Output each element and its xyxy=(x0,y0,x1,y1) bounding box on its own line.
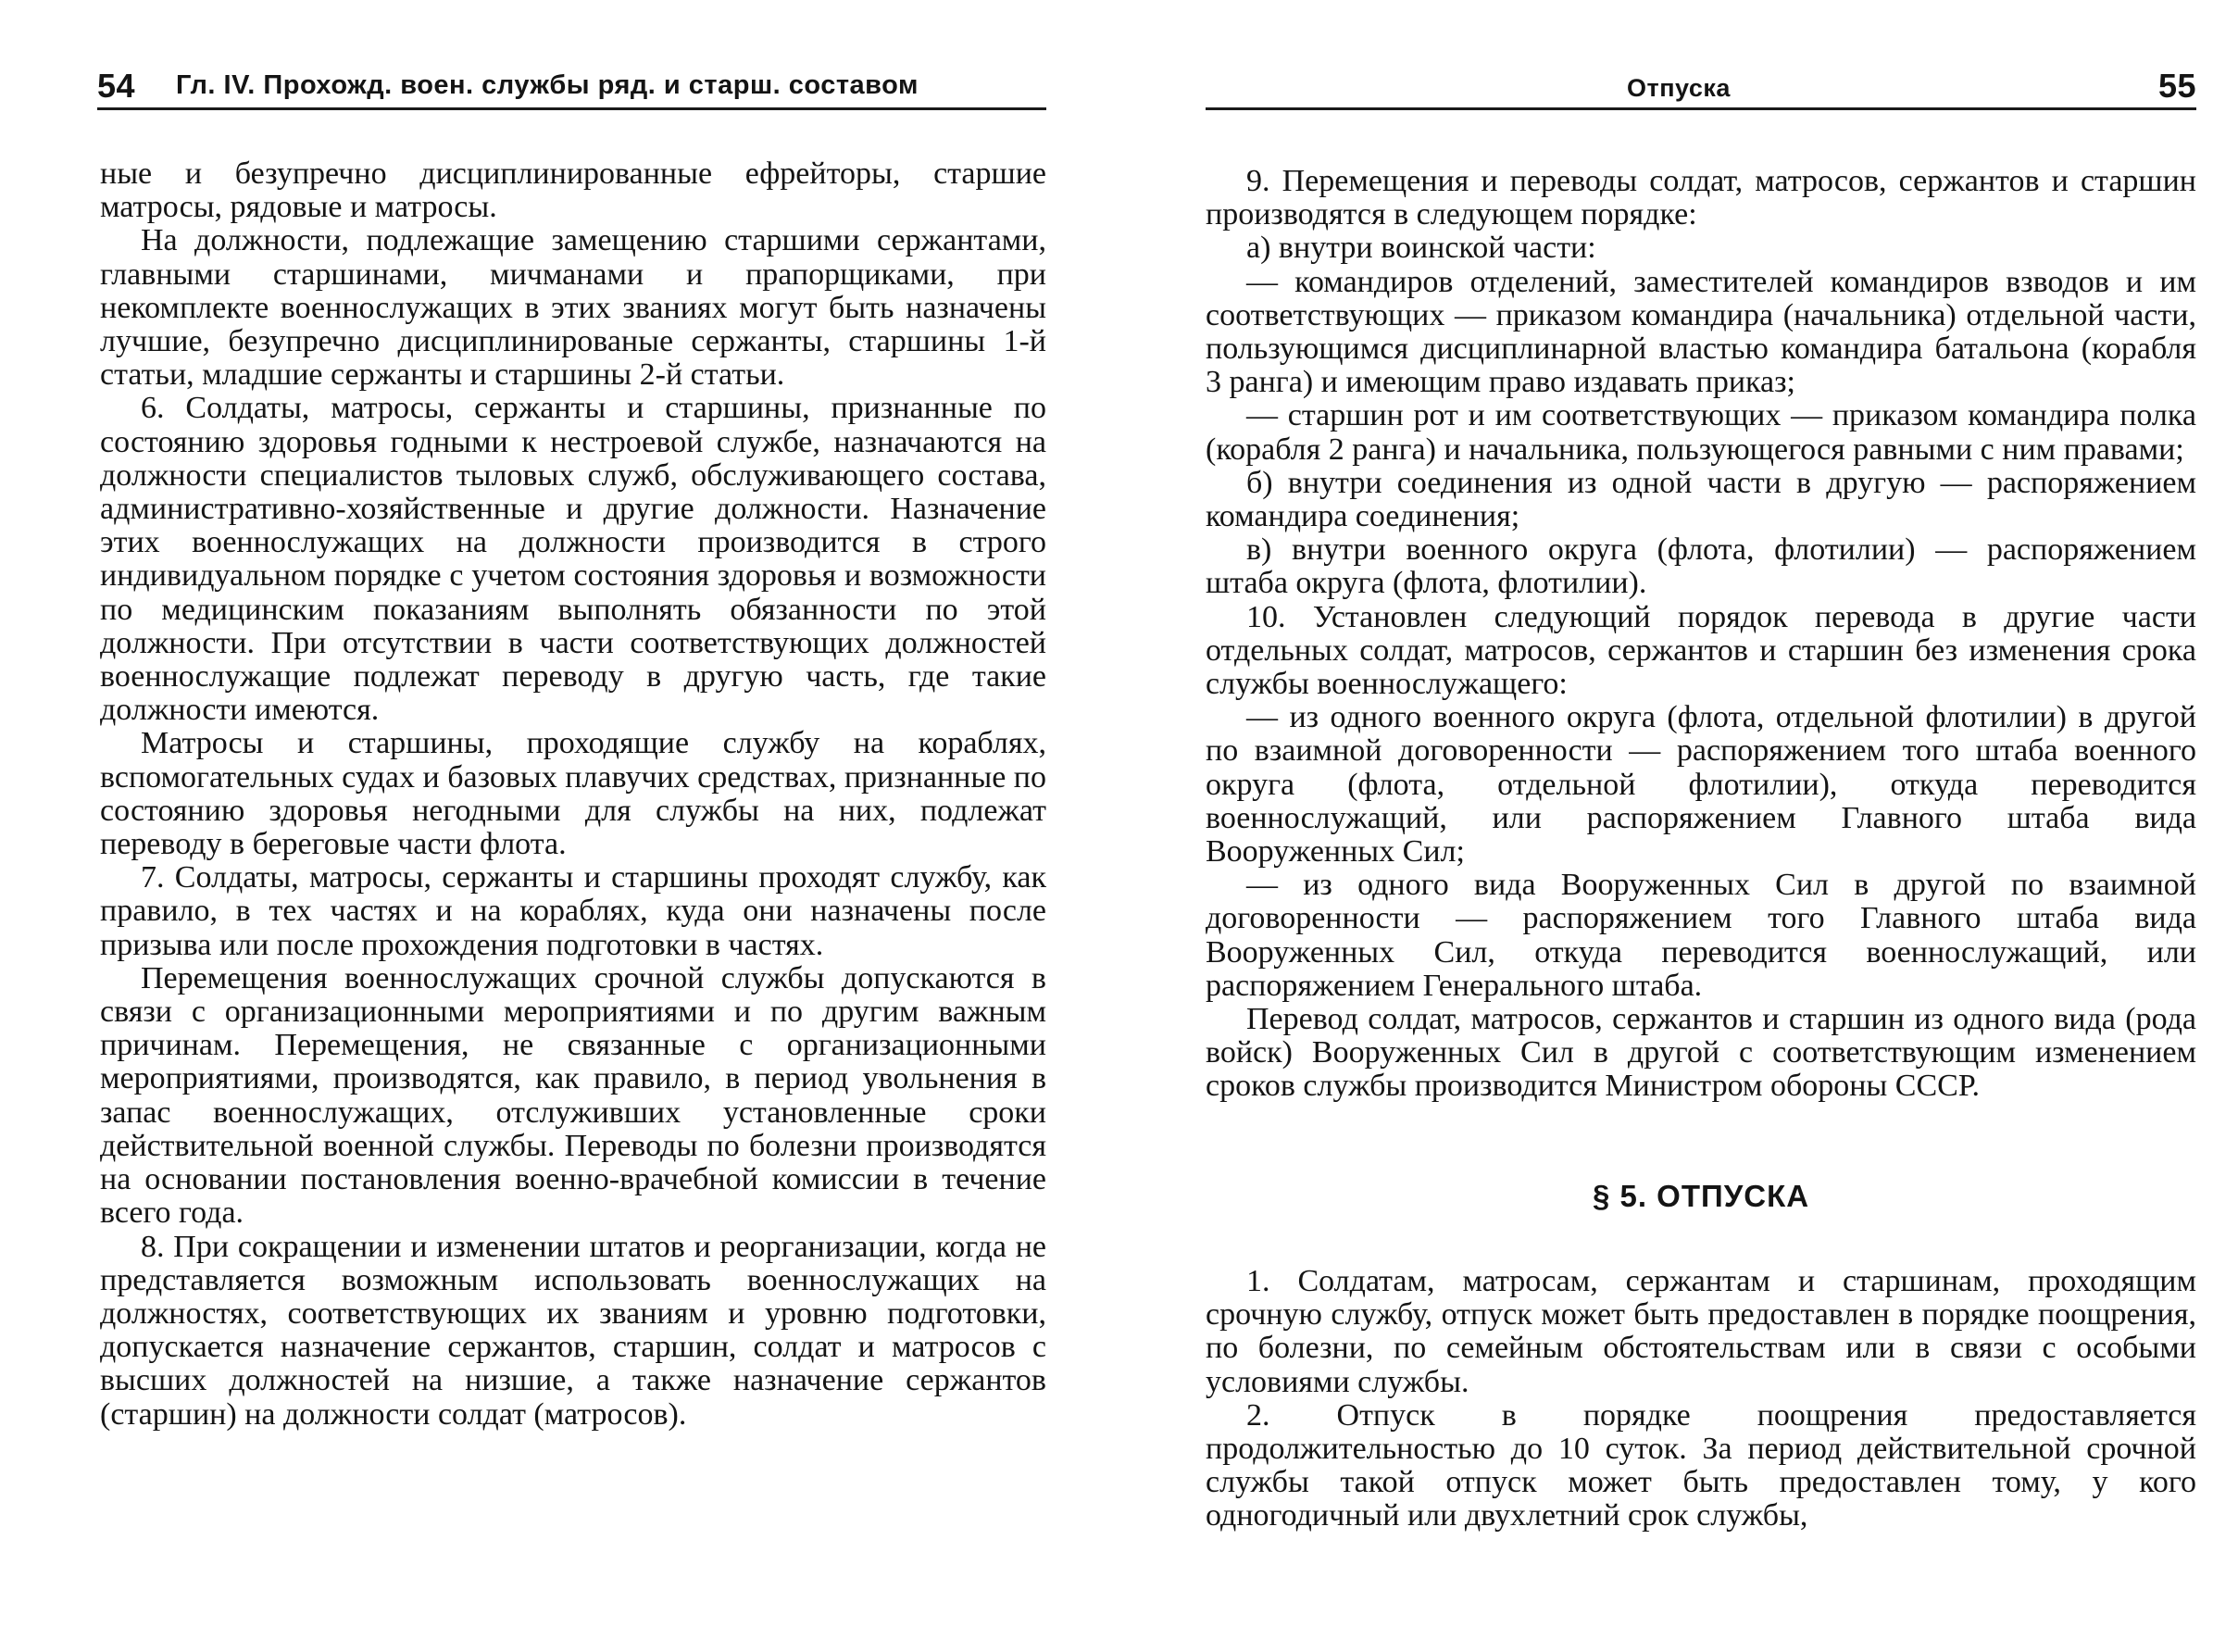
right-running-head xyxy=(1206,61,2196,110)
left-page xyxy=(0,0,1111,1652)
section-heading: § 5. ОТПУСКА xyxy=(1592,1178,1810,1213)
left-page-number: 54 xyxy=(97,67,136,105)
left-running-head xyxy=(97,61,1046,110)
paragraph: Матросы и старшины, проходящие службу на кораблях, вспомогательных судах и базовых плавучих средствах, признанные по состоянию здоровья негодными для службы на них, подлежат переводу в береговые части флота. xyxy=(100,726,1046,862)
paragraph: 7. Солдаты, матросы, сержанты и старшины проходят службу, как правило, в тех частях и на кораблях, куда они назначены после призыва или после прохождения подготовки в частях. xyxy=(100,860,1046,962)
paragraph: Перемещения военнослужащих срочной службы допускаются в связи с организационными мероприятиями и по другим важным причинам. Перемещения, не связанные с организационными мероприятиями, производятся, как правило, в период увольнения в запас военнослужащих, отслуживших установленные сроки действительной военной службы. Переводы по болезни производятся на основании постановления военно-врачебной комиссии в течение всего года. xyxy=(100,960,1046,1231)
paragraph: — старшин рот и им соответствующих — приказом командира полка (корабля 2 ранга) и начальника, пользующегося равными с ним правами; xyxy=(1206,398,2196,467)
right-running-title: Отпуска xyxy=(1627,74,1731,102)
paragraph: 1. Солдатам, матросам, сержантам и старшинам, проходящим срочную службу, отпуск может быть предоставлен в порядке поощрения, по болезни, по семейным обстоятельствам или в связи с особыми условиями службы. xyxy=(1206,1263,2196,1399)
paragraph: в) внутри военного округа (флота, флотилии) — распоряжением штаба округа (флота, флотилии). xyxy=(1206,532,2196,601)
paragraph: — командиров отделений, заместителей командиров взводов и им соответствующих — приказом командира (начальника) отдельной части, пользующимся дисциплинарной властью командира батальона (корабля 3 ранга) и имеющим право издавать приказ; xyxy=(1206,264,2196,400)
paragraph: На должности, подлежащие замещению старшими сержантами, главными старшинами, мичманами и прапорщиками, при некомплекте военнослужащих в этих званиях могут быть назначены лучшие, безупречно дисциплинированые сержанты, старшины 1-й статьи, младшие сержанты и старшины 2-й статьи. xyxy=(100,223,1046,393)
paragraph: а) внутри воинской части: xyxy=(1246,231,1596,266)
paragraph: Перевод солдат, матросов, сержантов и старшин из одного вида (рода войск) Вооруженных Сил в другой с соответствующим изменением сроков службы производится Министром обороны СССР. xyxy=(1206,1002,2196,1104)
paragraph: — из одного вида Вооруженных Сил в другой по взаимной договоренности — распоряжением того Главного штаба вида Вооруженных Сил, откуда переводится военнослужащий, или распоряжением Генерального штаба. xyxy=(1206,868,2196,1003)
right-page-number: 55 xyxy=(2157,67,2196,105)
paragraph: ные и безупречно дисциплинированные ефрейторы, старшие матросы, рядовые и матросы. xyxy=(100,156,1046,225)
right-page xyxy=(1139,0,2238,1652)
paragraph: б) внутри соединения из одной части в другую — распоряжением командира соединения; xyxy=(1206,465,2196,534)
left-text-block xyxy=(100,157,1046,1432)
paragraph: 9. Перемещения и переводы солдат, матросов, сержантов и старшин производятся в следующем порядке: xyxy=(1206,164,2196,232)
right-text-block xyxy=(1206,165,2196,1533)
left-running-title: Гл. IV. Прохожд. воен. службы ряд. и старш. составом xyxy=(176,70,919,100)
paragraph: — из одного военного округа (флота, отдельной флотилии) в другой по взаимной договоренности — распоряжением того штаба военного округа (флота, отдельной флотилии), откуда переводится военнослужащий, или распоряжением Главного штаба вида Вооруженных Сил; xyxy=(1206,700,2196,870)
paragraph: 8. При сокращении и изменении штатов и реорганизации, когда не представляется возможным использовать военнослужащих на должностях, соответствующих их званиям и уровню подготовки, допускается назначение сержантов, старшин, солдат и матросов с высших должностей на низшие, а также назначение сержантов (старшин) на должности солдат (матросов). xyxy=(100,1229,1046,1432)
paragraph: 6. Солдаты, матросы, сержанты и старшины, признанные по состоянию здоровья годными к нестроевой службе, назначаются на должности специалистов тыловых служб, обслуживающего состава, административно-хозяйственные и другие должности. Назначение этих военнослужащих на должности производится в строго индивидуальном порядке с учетом состояния здоровья и возможности по медицинским показаниям выполнять обязанности по этой должности. При отсутствии в части соответствующих должностей военнослужащие подлежат переводу в другую часть, где такие должности имеются. xyxy=(100,391,1046,728)
paragraph: 10. Установлен следующий порядок перевода в другие части отдельных солдат, матросов, сержантов и старшин без изменения срока службы военнослужащего: xyxy=(1206,599,2196,702)
paragraph: 2. Отпуск в порядке поощрения предоставляется продолжительностью до 10 суток. За период действительной срочной службы такой отпуск может быть предоставлен тому, у кого одногодичный или двухлетний срок службы, xyxy=(1206,1397,2196,1533)
